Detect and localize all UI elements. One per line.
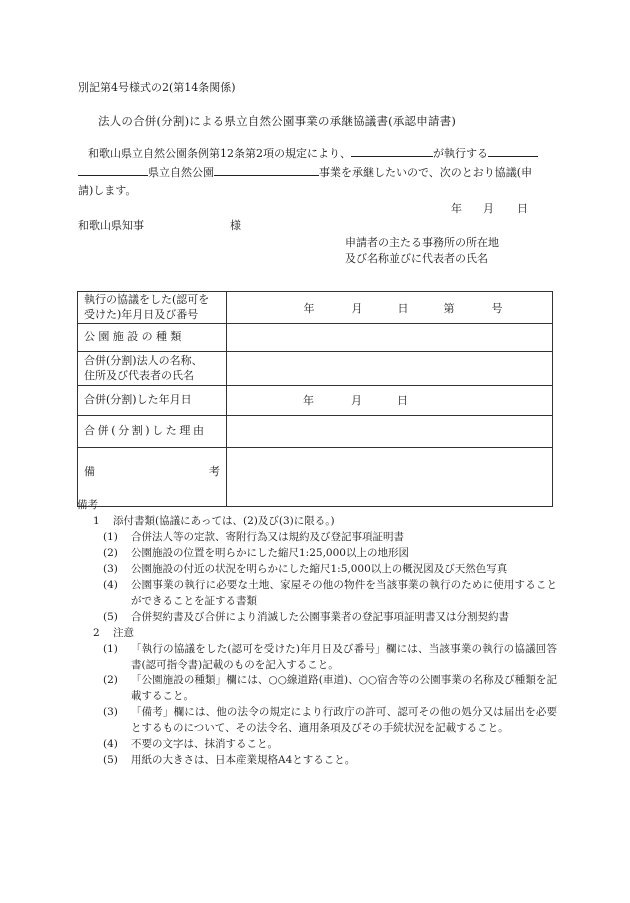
caution-item: [77, 673, 557, 705]
field-merger-reason[interactable]: [227, 416, 553, 448]
item-number: (5): [103, 754, 118, 767]
field-month-label: 月: [351, 394, 362, 407]
item-number: (2): [103, 674, 118, 687]
item-text: 合併法人等の定款、寄附行為又は規約及び登記事項証明書: [131, 530, 404, 543]
table-row: [78, 352, 553, 386]
caution-list: [77, 642, 557, 770]
document-title: 法人の合併(分割)による県立自然公園事業の承継協議書(承認申請書): [98, 114, 457, 128]
item-number: (1): [103, 530, 118, 543]
item-number: (2): [103, 546, 118, 559]
item-text: 「備考」欄には、他の法令の規定により行政庁の許可、認可その他の処分又は届出を必要とするものについて、その法令名、適用条項及びその手続状況を記載すること。: [131, 706, 557, 735]
label-merger-reason: [78, 416, 227, 448]
section-title: 添付書類(協議にあっては、(2)及び(3)に限る。): [113, 514, 335, 527]
label-line: [84, 464, 220, 481]
attachment-item: [77, 546, 557, 562]
field-month-label: 月: [351, 301, 363, 315]
date-year: 年: [451, 202, 462, 215]
item-number: (3): [103, 706, 118, 719]
attachment-item: [77, 578, 557, 610]
caution-item: [77, 737, 557, 753]
item-text: 公園施設の付近の状況を明らかにした縮尺1:5,000以上の概況図及び天然色写真: [131, 562, 508, 575]
item-text: 公園施設の位置を明らかにした縮尺1:25,000以上の地形図: [131, 546, 409, 559]
label-line: 住所及び代表者の氏名: [84, 368, 194, 382]
table-row: [78, 292, 553, 324]
field-merged-corporation[interactable]: [227, 352, 553, 386]
label-line: 合併(分割)法人の名称、: [84, 353, 203, 367]
attachment-list: [77, 530, 557, 626]
application-form-table: [77, 291, 553, 507]
item-text: 公園事業の執行に必要な土地、家屋その他の物件を当該事業の執行のために使用することができることを証する書類: [131, 578, 557, 607]
caution-item: [77, 642, 557, 674]
date-day: 日: [517, 202, 528, 215]
label-line: 合併(分割)した年月日: [84, 393, 192, 407]
label-facility-type: [78, 324, 227, 352]
table-row: [78, 324, 553, 352]
executor-blank[interactable]: [351, 145, 433, 157]
note-section-1-heading: [77, 514, 557, 530]
label-line: 受けた)年月日及び番号: [84, 307, 199, 321]
field-year-label: 年: [303, 301, 315, 315]
attachment-item: [77, 610, 557, 626]
section-title: 注意: [113, 626, 135, 639]
item-text: 不要の文字は、抹消すること。: [131, 738, 278, 751]
item-text: 「執行の協議をした(認可を受けた)年月日及び番号」欄には、当該事業の執行の協議回答書(認可指令書)記載のものを記入すること。: [131, 642, 557, 671]
caution-item: [77, 753, 557, 769]
field-number-prefix: 第: [443, 301, 455, 315]
item-number: (1): [103, 642, 118, 655]
caution-item: [77, 705, 557, 737]
field-number-suffix: 号: [491, 301, 503, 315]
item-number: (4): [103, 578, 118, 591]
section-number: 2: [93, 626, 100, 639]
field-merger-date[interactable]: [227, 386, 553, 416]
attachment-item: [77, 530, 557, 546]
field-approval-date-number[interactable]: [227, 292, 553, 324]
body-text-4: 事業を承継したいので、次のとおり協議(申: [319, 166, 533, 179]
table-row: [78, 386, 553, 416]
table-row: [78, 416, 553, 448]
label-merged-corporation: [78, 352, 227, 386]
attachment-item: [77, 562, 557, 578]
notes-section: [77, 498, 557, 769]
project-name-blank[interactable]: [214, 164, 319, 176]
item-text: 用紙の大きさは、日本産業規格A4とすること。: [131, 754, 356, 767]
body-text-5: 請)します。: [78, 184, 137, 197]
body-text-2: が執行する: [433, 147, 488, 160]
label-char: 備: [84, 465, 95, 478]
notes-heading: 備考: [77, 499, 98, 511]
applicant-line-2: 及び名称並びに代表者の氏名: [345, 252, 488, 265]
form-number: 別記第4号様式の2(第14条関係): [78, 81, 236, 94]
item-text: 「公園施設の種類」欄には、○○線道路(車道)、○○宿舎等の公園事業の名称及び種類を記載すること。: [131, 674, 557, 703]
executor-name-blank[interactable]: [488, 145, 538, 157]
label-line: 合併(分割)した理由: [84, 424, 207, 438]
field-day-label: 日: [397, 394, 408, 407]
label-line: 公園施設の種類: [84, 330, 185, 344]
item-number: (5): [103, 610, 118, 623]
label-approval-date-number: [78, 292, 227, 324]
item-number: (3): [103, 562, 118, 575]
date-month: 月: [483, 202, 494, 215]
body-line-2: [78, 164, 532, 182]
label-merger-date: [78, 386, 227, 416]
item-text: 合併契約書及び合併により消滅した公園事業者の登記事項証明書又は分割契約書: [131, 610, 509, 623]
note-section-2-heading: [77, 626, 557, 642]
body-text-3: 県立自然公園: [148, 166, 214, 179]
addressee-name: 和歌山県知事: [78, 219, 144, 232]
field-facility-type[interactable]: [227, 324, 553, 352]
item-number: (4): [103, 738, 118, 751]
body-line-1: [88, 145, 538, 163]
label-line: 執行の協議をした(認可を: [84, 292, 210, 306]
body-text-1: 和歌山県立自然公園条例第12条第2項の規定により、: [88, 147, 351, 160]
field-day-label: 日: [397, 301, 409, 315]
addressee-honorific: 様: [230, 219, 241, 232]
section-number: 1: [93, 514, 100, 527]
park-name-blank[interactable]: [78, 164, 148, 176]
label-char: 考: [209, 465, 220, 478]
applicant-line-1: 申請者の主たる事務所の所在地: [345, 236, 499, 249]
field-year-label: 年: [303, 394, 314, 407]
